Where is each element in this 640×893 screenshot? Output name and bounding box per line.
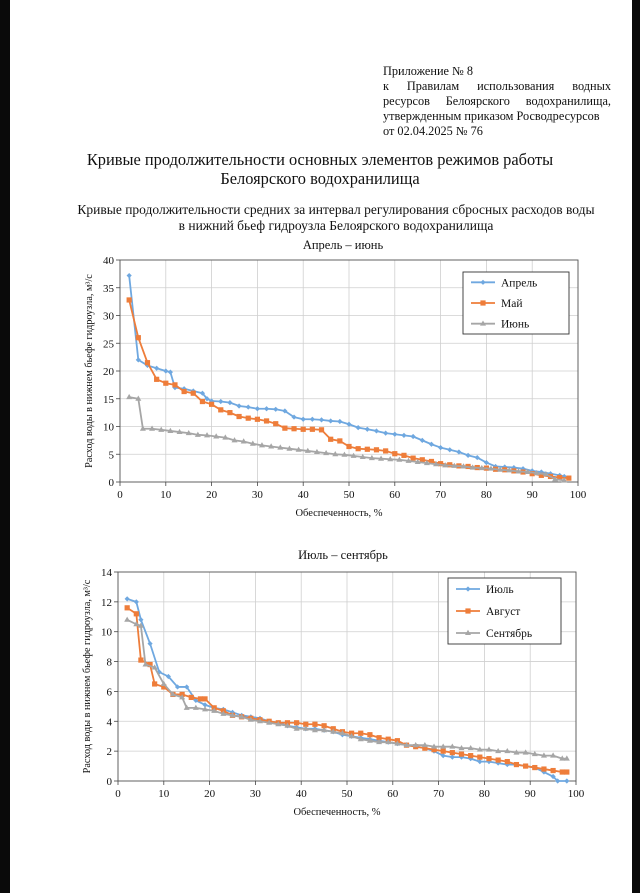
appendix-line: к Правилам использования водных [383, 79, 611, 93]
x-axis-title: Обеспеченность, % [295, 508, 383, 519]
y-tick-label: 40 [103, 255, 114, 267]
data-point [124, 617, 130, 622]
y-axis-title: Расход воды в нижнем бьефе гидроузла, м³/с [84, 274, 95, 468]
data-point [551, 768, 556, 773]
x-tick-label: 80 [480, 489, 492, 501]
series-Июнь [126, 394, 567, 482]
data-point [202, 696, 207, 701]
y-tick-label: 0 [108, 477, 114, 489]
x-tick-label: 10 [158, 788, 170, 800]
data-point [134, 599, 139, 604]
data-point [273, 421, 278, 426]
data-point [154, 366, 159, 371]
x-tick-label: 90 [526, 489, 538, 501]
data-point [127, 297, 132, 302]
x-tick-label: 100 [567, 788, 585, 800]
data-point [147, 641, 152, 646]
data-point [255, 417, 260, 422]
data-point [486, 756, 491, 761]
data-point [438, 445, 443, 450]
document-subtitle [0, 202, 640, 233]
y-tick-label: 6 [106, 686, 112, 699]
appendix-line: Приложение № 8 [383, 64, 474, 78]
appendix-line: ресурсов Белоярского водохранилища, [383, 94, 611, 108]
data-point [532, 765, 537, 770]
appendix-line: утвержденным приказом Росводресурсов [383, 109, 600, 123]
chart-title-apr-jun: Апрель – июнь [302, 238, 384, 252]
data-point [163, 368, 168, 373]
data-point [392, 432, 397, 437]
data-point [310, 417, 315, 422]
data-point [127, 273, 132, 278]
data-point [541, 766, 546, 771]
data-point [337, 438, 342, 443]
document-subtitle-line: Кривые продолжительности средних за интервал регулирования сбросных расходов воды [77, 202, 595, 217]
data-point [505, 759, 510, 764]
x-tick-label: 20 [206, 489, 218, 501]
data-point [564, 778, 569, 783]
y-tick-label: 35 [103, 282, 114, 295]
document-subtitle-line: в нижний бьеф гидроузла Белоярского водохранилища [178, 217, 494, 233]
data-point [312, 722, 317, 727]
y-tick-label: 0 [106, 776, 112, 788]
data-point [138, 617, 143, 622]
y-tick-label: 5 [108, 449, 114, 462]
data-point [365, 427, 370, 432]
data-point [401, 453, 406, 458]
legend-label: Май [501, 298, 523, 310]
y-axis-title: Расход воды в нижнем бьефе гидроузла, м³/с [82, 579, 93, 774]
y-tick-label: 12 [101, 596, 112, 609]
data-point [294, 720, 299, 725]
data-point [236, 414, 241, 419]
data-point [365, 447, 370, 452]
data-point [126, 394, 132, 399]
data-point [200, 399, 205, 404]
y-tick-label: 20 [103, 366, 114, 378]
data-point [401, 433, 406, 438]
data-point [420, 438, 425, 443]
legend-marker [480, 300, 485, 305]
data-point [328, 437, 333, 442]
y-tick-label: 30 [103, 310, 114, 323]
data-point [319, 417, 324, 422]
data-point [310, 427, 315, 432]
y-tick-label: 25 [103, 338, 114, 351]
x-tick-label: 50 [343, 489, 355, 501]
x-tick-label: 30 [251, 489, 263, 501]
data-point [367, 732, 372, 737]
data-point [125, 605, 130, 610]
data-point [273, 407, 278, 412]
data-point [168, 370, 173, 375]
y-tick-label: 14 [101, 567, 112, 579]
data-point [468, 753, 473, 758]
legend-label: Август [486, 606, 521, 618]
data-point [301, 417, 306, 422]
data-point [246, 416, 251, 421]
x-tick-label: 0 [115, 788, 121, 800]
chart-jul-sep [0, 562, 640, 827]
data-point [218, 407, 223, 412]
data-point [154, 377, 159, 382]
data-point [392, 451, 397, 456]
x-tick-label: 0 [117, 489, 123, 501]
data-point [255, 406, 260, 411]
y-tick-label: 10 [103, 421, 114, 434]
data-point [459, 752, 464, 757]
data-point [356, 425, 361, 430]
legend-label: Сентябрь [486, 628, 533, 640]
x-tick-label: 20 [204, 788, 216, 800]
data-point [125, 596, 130, 601]
appendix-line: от 02.04.2025 № 76 [383, 124, 483, 138]
y-tick-label: 2 [106, 746, 112, 759]
data-point [172, 382, 177, 387]
data-point [189, 695, 194, 700]
data-point [134, 611, 139, 616]
x-tick-label: 40 [297, 489, 309, 501]
legend-label: Июнь [501, 318, 530, 331]
y-tick-label: 10 [101, 626, 112, 639]
data-point [429, 442, 434, 447]
data-point [383, 448, 388, 453]
data-point [163, 381, 168, 386]
x-tick-label: 30 [249, 788, 261, 800]
data-point [496, 758, 501, 763]
data-point [319, 427, 324, 432]
data-point [145, 360, 150, 365]
data-point [374, 428, 379, 433]
data-point [246, 404, 251, 409]
data-point [227, 410, 232, 415]
data-point [236, 403, 241, 408]
data-point [138, 657, 143, 662]
data-point [337, 419, 342, 424]
data-point [411, 456, 416, 461]
data-point [383, 431, 388, 436]
data-point [441, 749, 446, 754]
data-point [282, 426, 287, 431]
data-point [301, 427, 306, 432]
x-tick-label: 70 [435, 489, 447, 501]
legend-label: Июль [486, 584, 514, 596]
x-tick-label: 80 [478, 788, 490, 800]
appendix-block [383, 64, 611, 139]
data-point [209, 402, 214, 407]
legend-marker [465, 608, 470, 613]
y-tick-label: 15 [103, 393, 114, 406]
data-point [514, 762, 519, 767]
legend-label: Апрель [501, 277, 538, 290]
data-point [152, 681, 157, 686]
data-point [198, 696, 203, 701]
x-tick-label: 40 [295, 788, 307, 800]
x-tick-label: 60 [387, 788, 399, 800]
x-tick-label: 100 [569, 489, 587, 501]
x-tick-label: 90 [524, 788, 536, 800]
data-point [523, 763, 528, 768]
document-title-line: Кривые продолжительности основных элементов режимов работы [86, 150, 554, 169]
data-point [447, 447, 452, 452]
x-tick-label: 60 [389, 489, 401, 501]
data-point [328, 418, 333, 423]
data-point [227, 400, 232, 405]
data-point [450, 755, 455, 760]
data-point [566, 476, 571, 481]
chart-title-jul-sep: Июль – сентябрь [298, 548, 388, 562]
data-point [191, 391, 196, 396]
data-point [291, 426, 296, 431]
data-point [356, 446, 361, 451]
x-axis-title: Обеспеченность, % [293, 807, 381, 818]
y-tick-label: 4 [106, 716, 112, 729]
data-point [477, 755, 482, 760]
chart-apr-jun [0, 250, 640, 530]
data-point [411, 434, 416, 439]
data-point [564, 769, 569, 774]
x-tick-label: 10 [160, 489, 172, 501]
data-point [136, 335, 141, 340]
document-title-line: Белоярского водохранилища [220, 169, 420, 188]
legend [463, 272, 569, 334]
document-title [0, 150, 640, 188]
legend [448, 578, 561, 644]
data-point [477, 759, 482, 764]
data-point [182, 389, 187, 394]
data-point [374, 447, 379, 452]
data-point [358, 731, 363, 736]
y-tick-label: 8 [106, 656, 112, 669]
data-point [560, 769, 565, 774]
data-point [264, 406, 269, 411]
series-line [129, 397, 564, 480]
data-point [346, 444, 351, 449]
data-point [264, 418, 269, 423]
data-point [218, 399, 223, 404]
x-tick-label: 70 [433, 788, 445, 800]
data-point [450, 750, 455, 755]
x-tick-label: 50 [341, 788, 353, 800]
data-point [465, 453, 470, 458]
